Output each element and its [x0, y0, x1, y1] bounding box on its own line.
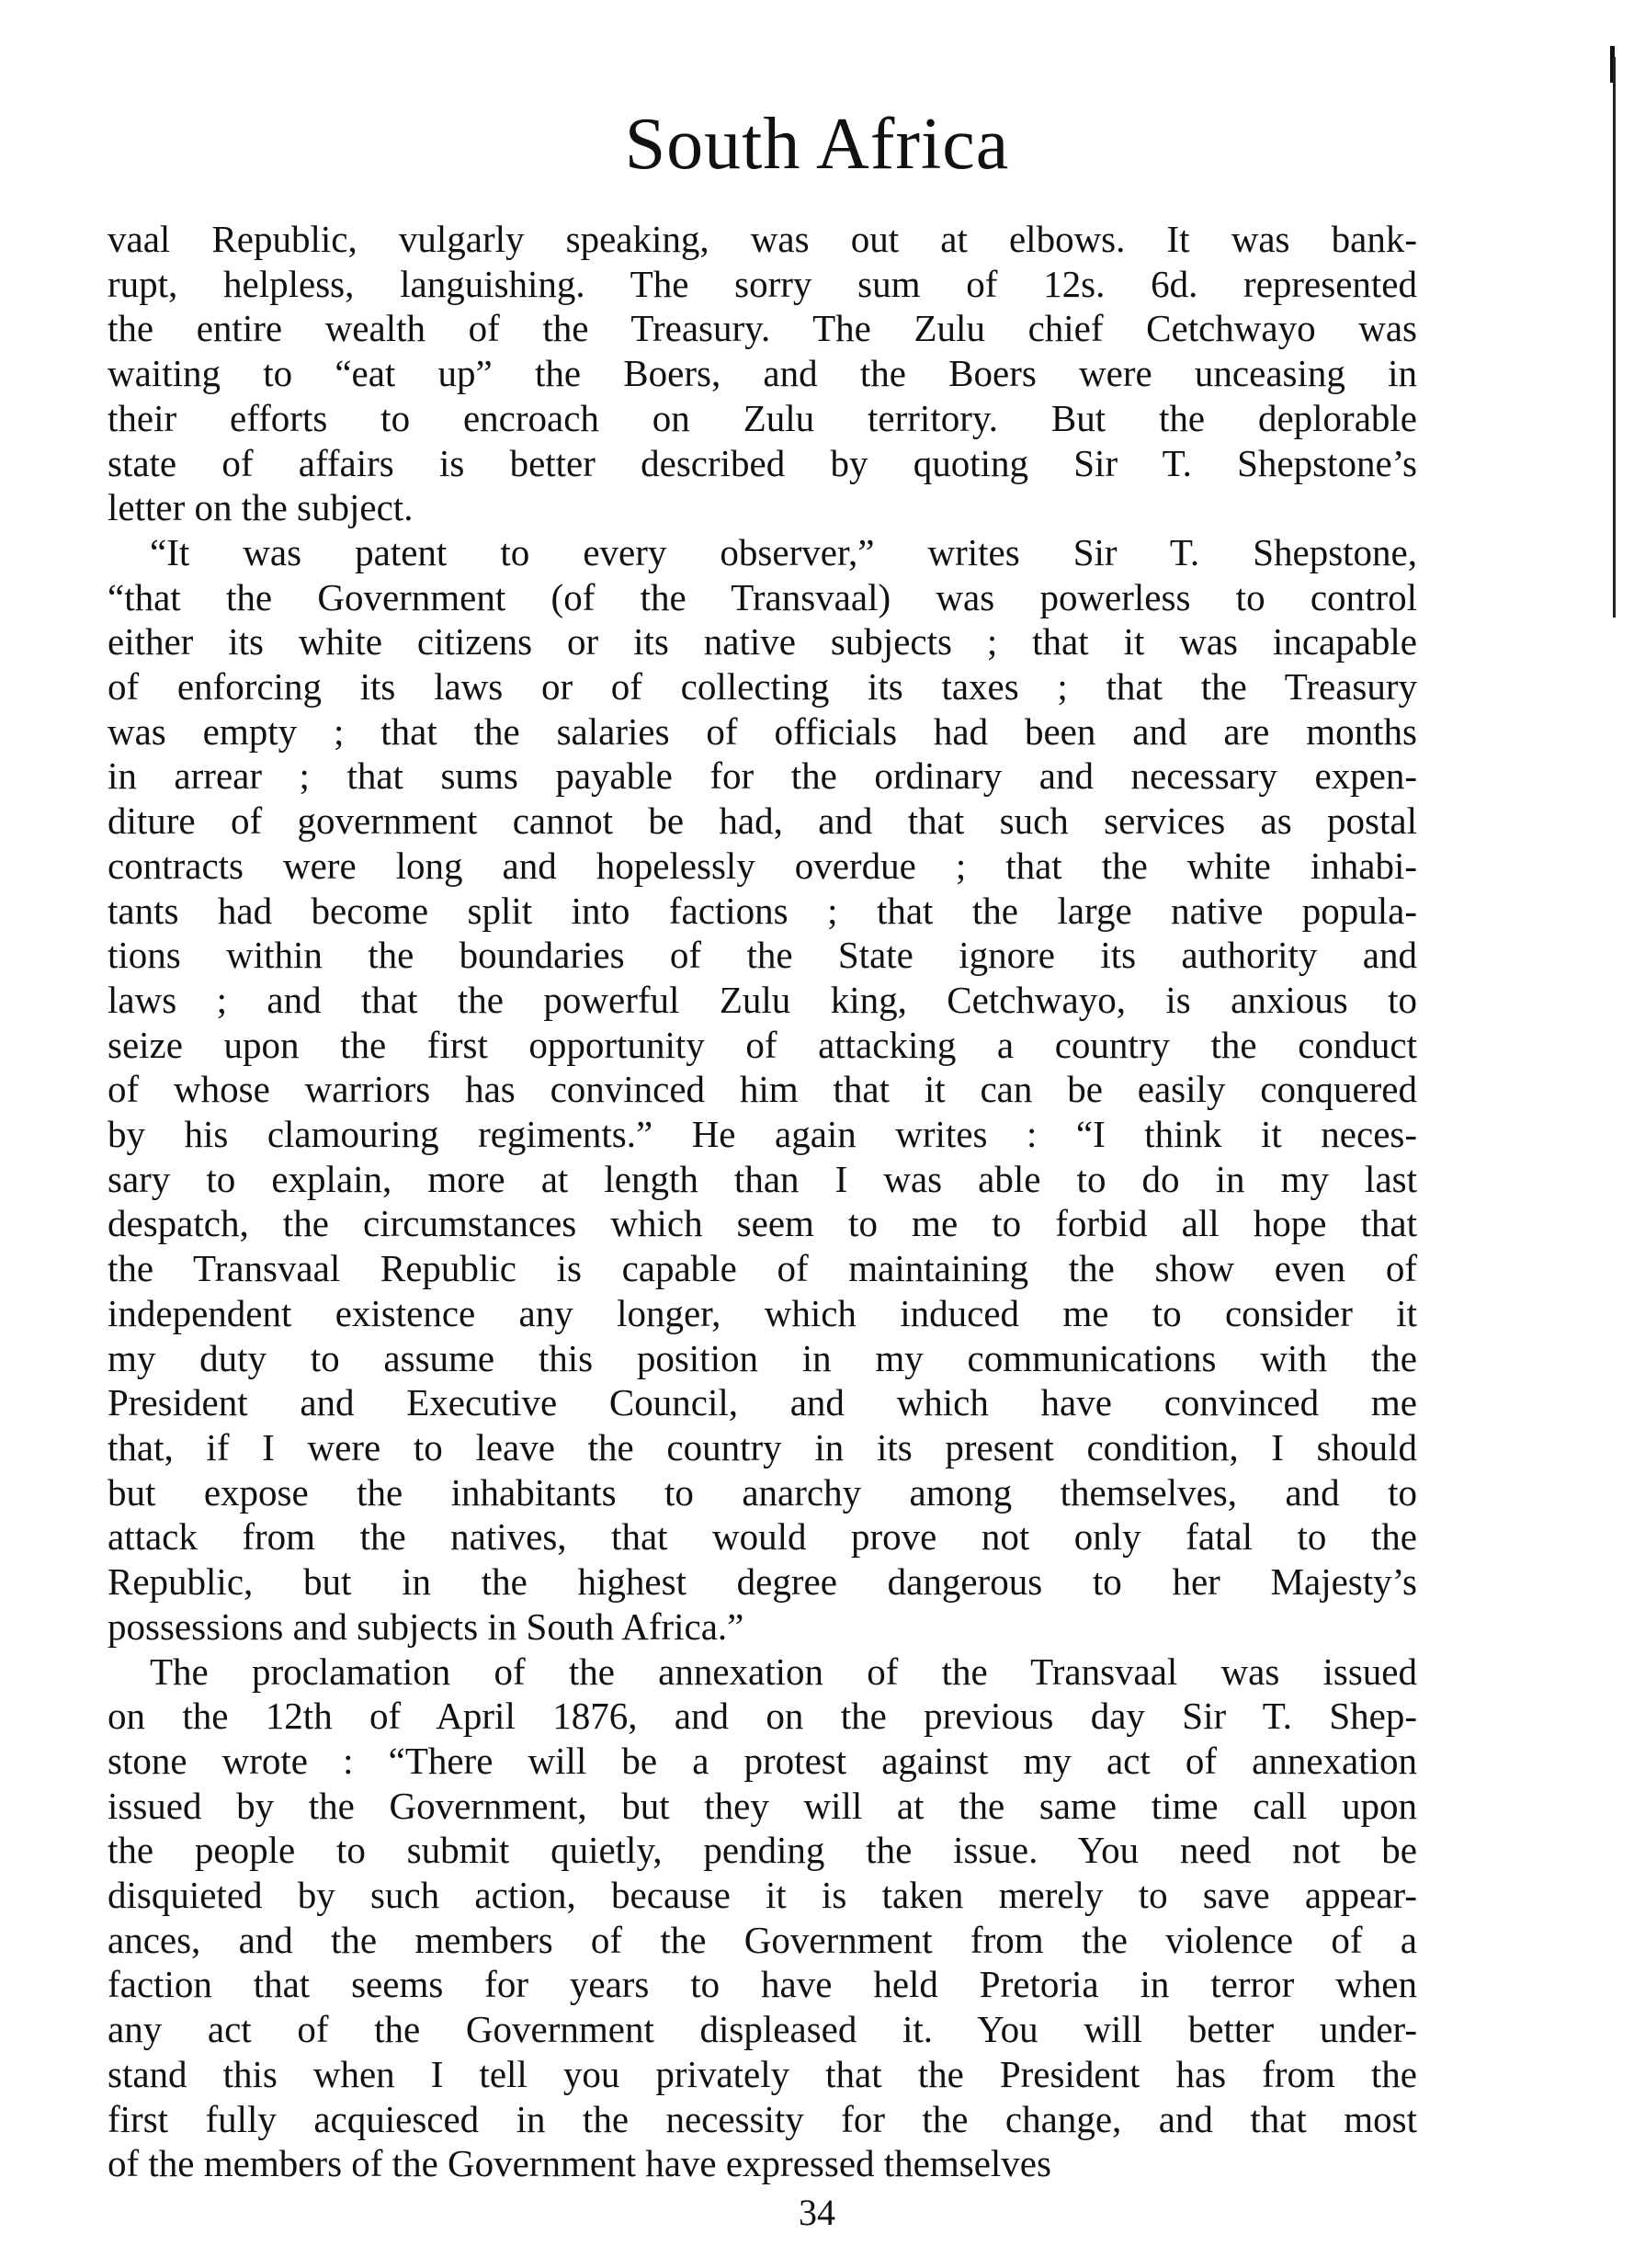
text-line: attack from the natives, that would prove not only fatal to the: [108, 1515, 1417, 1559]
text-line: President and Executive Council, and which have convinced me: [108, 1381, 1417, 1424]
text-line: any act of the Government displeased it. You will better under-: [108, 2008, 1417, 2051]
text-line: stand this when I tell you privately that the President has from the: [108, 2052, 1417, 2095]
text-line: state of affairs is better described by quoting Sir T. Shepstone’s: [108, 441, 1417, 484]
text-line: despatch, the circumstances which seem to me to forbid all hope that: [108, 1202, 1417, 1245]
text-line: issued by the Government, but they will at the same time call upon: [108, 1784, 1417, 1827]
text-line: the entire wealth of the Treasury. The Zulu chief Cetchwayo was: [108, 307, 1417, 350]
text-line: “It was patent to every observer,” writes Sir T. Shepstone,: [150, 530, 1417, 573]
text-line: on the 12th of April 1876, and on the previous day Sir T. Shep-: [108, 1695, 1417, 1738]
page-title: South Africa: [624, 104, 1010, 185]
text-line: letter on the subject.: [108, 486, 414, 529]
text-line: independent existence any longer, which induced me to consider it: [108, 1291, 1417, 1334]
body-text: [108, 217, 1417, 2186]
paragraph: [108, 217, 1417, 530]
text-line: either its white citizens or its native subjects ; that it was incapable: [108, 620, 1417, 663]
page-number: 34: [799, 2192, 835, 2233]
paragraph: [108, 1650, 1417, 2186]
text-line: The proclamation of the annexation of the Transvaal was issued: [150, 1650, 1417, 1693]
paragraph: [108, 530, 1417, 1650]
text-line: of whose warriors has convinced him that it can be easily conquered: [108, 1068, 1417, 1111]
text-line: faction that seems for years to have held Pretoria in terror when: [108, 1963, 1417, 2006]
text-line: vaal Republic, vulgarly speaking, was out at elbows. It was bank-: [108, 218, 1417, 260]
text-line: Republic, but in the highest degree dangerous to her Majesty’s: [108, 1560, 1417, 1604]
text-line: seize upon the first opportunity of attacking a country the conduct: [108, 1023, 1417, 1066]
text-line: the Transvaal Republic is capable of maintaining the show even of: [108, 1247, 1417, 1290]
text-line: ances, and the members of the Government from the violence of a: [108, 1918, 1417, 1961]
text-line: but expose the inhabitants to anarchy among themselves, and to: [108, 1470, 1417, 1514]
text-line: stone wrote : “There will be a protest against my act of annexation: [108, 1739, 1417, 1782]
text-line: in arrear ; that sums payable for the ordinary and necessary expen-: [108, 754, 1417, 798]
text-line: their efforts to encroach on Zulu territory. But the deplorable: [108, 396, 1417, 439]
text-line: “that the Government (of the Transvaal) was powerless to control: [108, 575, 1417, 618]
text-line: first fully acquiesced in the necessity for the change, and that most: [108, 2097, 1417, 2140]
text-line: tants had become split into factions ; that the large native popula-: [108, 889, 1417, 932]
text-line: of enforcing its laws or of collecting its taxes ; that the Treasury: [108, 665, 1417, 709]
text-line: contracts were long and hopelessly overdue ; that the white inhabi-: [108, 844, 1417, 887]
text-line: that, if I were to leave the country in its present condition, I should: [108, 1425, 1417, 1469]
text-line: sary to explain, more at length than I was able to do in my last: [108, 1157, 1417, 1200]
text-line: possessions and subjects in South Africa.”: [108, 1605, 744, 1648]
text-line: the people to submit quietly, pending the issue. You need not be: [108, 1829, 1417, 1872]
text-line: diture of government cannot be had, and that such services as postal: [108, 799, 1417, 843]
text-line: tions within the boundaries of the State ignore its authority and: [108, 934, 1417, 977]
text-line: of the members of the Government have expressed themselves: [108, 2142, 1051, 2185]
text-line: waiting to “eat up” the Boers, and the Boers were unceasing in: [108, 352, 1417, 395]
text-line: by his clamouring regiments.” He again writes : “I think it neces-: [108, 1113, 1417, 1156]
text-line: rupt, helpless, languishing. The sorry sum of 12s. 6d. represented: [108, 262, 1417, 305]
text-line: was empty ; that the salaries of officials had been and are months: [108, 709, 1417, 753]
text-line: my duty to assume this position in my communications with the: [108, 1336, 1417, 1379]
text-line: laws ; and that the powerful Zulu king, Cetchwayo, is anxious to: [108, 978, 1417, 1021]
text-line: disquieted by such action, because it is taken merely to save appear-: [108, 1874, 1417, 1917]
